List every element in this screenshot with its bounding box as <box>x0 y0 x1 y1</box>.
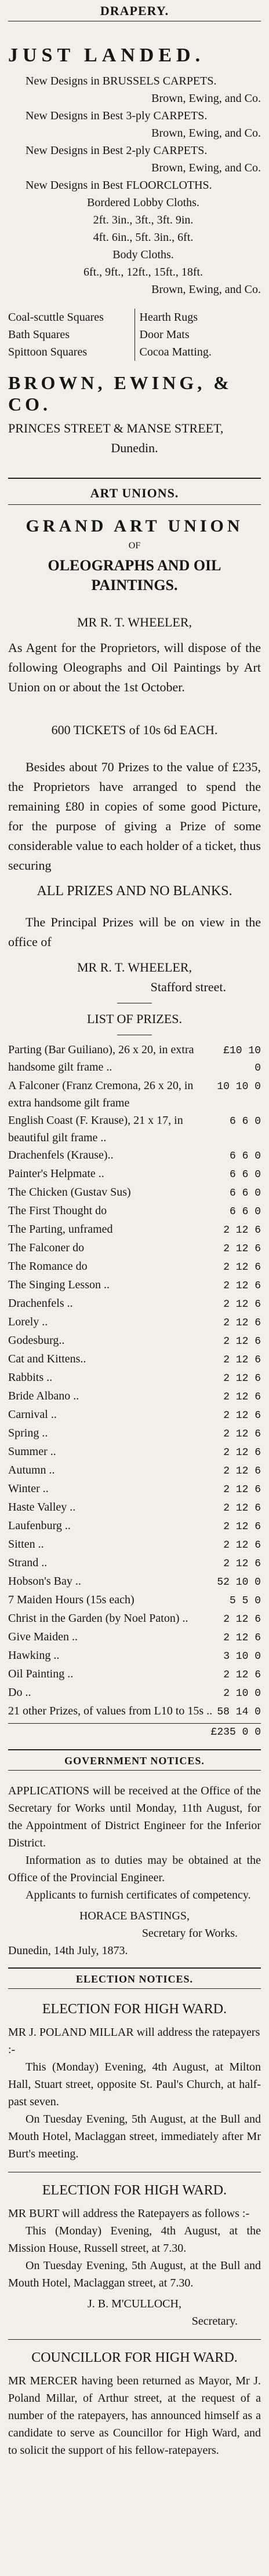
prize-row <box>8 1295 261 1313</box>
prize-item: Summer .. <box>8 1445 56 1458</box>
prize-amount: 2 12 6 <box>223 1336 261 1347</box>
drapery-header: DRAPERY. <box>100 3 169 18</box>
prize-item: Carnival .. <box>8 1408 57 1421</box>
election-para: MR J. POLAND MILLAR will address the ratepayers :- <box>8 2026 260 2056</box>
prize-row <box>8 1239 261 1258</box>
prize-row <box>8 1112 261 1146</box>
ad-col-item: Bath Squares <box>8 328 70 341</box>
prize-row <box>8 1480 261 1498</box>
art-union-subtitle: OLEOGRAPHS AND OIL PAINTINGS. <box>48 557 221 593</box>
prize-row <box>8 1276 261 1295</box>
election-para: This (Monday) Evening, 4th August, at Milton Hall, Stuart street, opposite St. Paul's Church, at half-past seven. <box>8 2061 261 2108</box>
ad-line: Body Cloths. <box>112 248 174 261</box>
prize-item: Rabbits .. <box>8 1371 53 1384</box>
prize-item: English Coast (F. Krause), 21 x 17, in beautiful gilt frame .. <box>8 1114 183 1144</box>
ad-line: 4ft. 6in., 5ft. 3in., 6ft. <box>93 231 194 244</box>
prize-row <box>8 1554 261 1573</box>
prize-item: Drachenfels .. <box>8 1297 73 1310</box>
prize-row <box>8 1665 261 1684</box>
prize-amount: 10 10 0 <box>217 1081 261 1093</box>
body: Besides about 70 Prizes to the value of £235, the Proprietors have arranged to spend the remaining £80 in copies of some good Picture, for the purpose of giving a Prize of some considerable value to each holder of a ticket, thus securing <box>8 760 261 873</box>
prize-amount: 2 12 6 <box>223 1373 261 1384</box>
prize-item: Parting (Bar Guiliano), 26 x 20, in extra handsome gilt frame .. <box>8 1043 194 1073</box>
prize-item: Spring .. <box>8 1427 48 1439</box>
no-blanks: ALL PRIZES AND NO BLANKS. <box>37 884 232 899</box>
election-signer-title: Secretary. <box>191 2315 238 2328</box>
prizes-title: LIST OF PRIZES. <box>86 1012 182 1026</box>
prize-row <box>8 1406 261 1424</box>
prize-item: Lorely .. <box>8 1316 48 1328</box>
prize-row <box>8 1369 261 1387</box>
prize-item: The Chicken (Gustav Sus) <box>8 1186 131 1199</box>
prize-amount: £10 10 0 <box>223 1045 261 1074</box>
prize-item: Sitten .. <box>8 1538 44 1551</box>
prize-total: £235 0 0 <box>210 1727 261 1738</box>
ad-columns <box>8 309 261 361</box>
tickets: 600 TICKETS of 10s 6d EACH. <box>51 723 218 737</box>
drapery-ad <box>0 21 269 458</box>
prize-item: 7 Maiden Hours (15s each) <box>8 1593 134 1606</box>
prize-amount: 2 12 6 <box>223 1428 261 1440</box>
prize-amount: 6 6 0 <box>229 1150 261 1162</box>
ad-line: 6ft., 9ft., 12ft., 15ft., 18ft. <box>83 266 203 279</box>
prize-amount: 5 5 0 <box>229 1595 261 1607</box>
prize-amount: 2 12 6 <box>223 1614 261 1625</box>
art-union-of: OF <box>128 541 141 551</box>
prize-row <box>8 1202 261 1221</box>
prize-amount: 2 12 6 <box>223 1317 261 1329</box>
ad-line: Brown, Ewing, and Co. <box>151 283 261 296</box>
prize-item: Christ in the Garden (by Noel Paton) .. <box>8 1612 188 1625</box>
prize-amount: 3 10 0 <box>223 1651 261 1662</box>
ad-lines <box>8 72 261 298</box>
prize-row <box>8 1258 261 1276</box>
prize-item: A Falconer (Franz Cremona, 26 x 20, in extra handsome gilt frame <box>8 1079 194 1109</box>
prize-row <box>8 1647 261 1665</box>
prize-amount: 2 12 6 <box>223 1262 261 1273</box>
prize-amount: 2 12 6 <box>223 1632 261 1644</box>
prize-amount: 6 6 0 <box>229 1169 261 1181</box>
ad-line: Bordered Lobby Cloths. <box>87 196 199 209</box>
prize-item: 21 other Prizes, of values from L10 to 15s .. <box>8 1705 213 1717</box>
prize-item: Haste Valley .. <box>8 1501 76 1514</box>
prize-amount: 2 12 6 <box>223 1391 261 1403</box>
prize-amount: 6 6 0 <box>229 1116 261 1127</box>
prize-item: Painter's Helpmate .. <box>8 1167 104 1180</box>
prize-item: Strand .. <box>8 1556 48 1569</box>
prize-amount: 2 12 6 <box>223 1521 261 1533</box>
ad-address: PRINCES STREET & MANSE STREET, <box>8 421 224 435</box>
prize-row <box>8 1332 261 1350</box>
election-notice-1 <box>0 1989 269 2163</box>
ad-col-item: Spittoon Squares <box>8 346 88 358</box>
ad-line: Brown, Ewing, and Co. <box>151 162 261 174</box>
prize-row <box>8 1684 261 1702</box>
ad-line: New Designs in Best 2-ply CARPETS. <box>26 144 208 157</box>
view-street: Stafford street. <box>150 980 226 994</box>
prize-row <box>8 1424 261 1443</box>
prize-row <box>8 1702 261 1721</box>
prize-item: Cat and Kittens.. <box>8 1353 86 1365</box>
ad-line: New Designs in BRUSSELS CARPETS. <box>26 75 217 87</box>
prize-item: The Romance do <box>8 1260 88 1273</box>
ad-line: New Designs in Best 3-ply CARPETS. <box>26 109 208 122</box>
gov-apply: Applicants to furnish certificates of competency. <box>26 1889 251 1901</box>
prize-item: The Parting, unframed <box>8 1223 113 1236</box>
prize-row <box>8 1443 261 1461</box>
ad-city: Dunedin. <box>111 441 158 455</box>
prize-item: Oil Painting .. <box>8 1668 74 1680</box>
election-para: On Tuesday Evening, 5th August, at the Bull and Mouth Hotel, Maclaggan street, at 7.30. <box>8 2259 261 2289</box>
prize-amount: 2 12 6 <box>223 1540 261 1551</box>
gov-body: APPLICATIONS will be received at the Office of the Secretary for Works until Monday, 11th August, for the Appointment of District Engineer for the Inferior District. <box>8 1784 261 1849</box>
prize-row <box>8 1041 261 1077</box>
election-para: MR BURT will address the Ratepayers as follows :- <box>8 2207 250 2220</box>
prize-row <box>8 1077 261 1112</box>
prize-item: Laufenburg .. <box>8 1519 71 1532</box>
view-name: MR R. T. WHEELER, <box>77 960 192 974</box>
art-union-notice <box>0 505 269 1741</box>
ad-headline: JUST LANDED. <box>8 45 205 66</box>
prize-amount: 2 12 6 <box>223 1410 261 1421</box>
prize-amount: 2 12 6 <box>223 1558 261 1570</box>
ad-col-item: Cocoa Matting. <box>139 346 212 358</box>
prize-item: The First Thought do <box>8 1204 107 1217</box>
prize-amount: 58 14 0 <box>217 1706 261 1718</box>
column-divider <box>134 309 135 361</box>
prize-item: Do .. <box>8 1686 31 1699</box>
prize-row <box>8 1628 261 1647</box>
election-notices-title: ELECTION NOTICES. <box>75 1973 194 1985</box>
gov-notices-title: GOVERNMENT NOTICES. <box>64 1755 205 1767</box>
ad-firm: BROWN, EWING, & CO. <box>8 372 232 415</box>
prize-row <box>8 1221 261 1239</box>
prize-amount: 6 6 0 <box>229 1188 261 1199</box>
prize-row <box>8 1313 261 1332</box>
prize-amount: 2 12 6 <box>223 1503 261 1514</box>
prize-row <box>8 1573 261 1591</box>
prize-row <box>8 1610 261 1628</box>
election-para: MR MERCER having been returned as Mayor, Mr J. Poland Millar, of Arthur street, at the request of a number of the ratepayers, has announced himself as a candidate to serve as Councillor for High Ward, and to solicit the support of his fellow-ratepayers. <box>8 2375 261 2457</box>
gov-signer: HORACE BASTINGS, <box>79 1910 190 1922</box>
prize-list <box>8 1041 261 1721</box>
prize-row <box>8 1183 261 1202</box>
ad-col-right <box>140 309 261 361</box>
ad-col-item: Door Mats <box>139 328 190 341</box>
gov-notice <box>0 1771 269 1959</box>
prize-item: The Singing Lesson .. <box>8 1278 110 1291</box>
prize-row <box>8 1517 261 1536</box>
prize-item: Give Maiden .. <box>8 1630 78 1643</box>
prize-item: Hawking .. <box>8 1649 60 1662</box>
gov-signer-title: Secretary for Works. <box>141 1927 238 1940</box>
election-signer: J. B. M'CULLOCH, <box>88 2297 181 2310</box>
prize-row <box>8 1165 261 1183</box>
election-title: ELECTION FOR HIGH WARD. <box>42 2183 227 2198</box>
prize-item: Drachenfels (Krause).. <box>8 1149 114 1161</box>
ad-col-item: Hearth Rugs <box>139 311 198 324</box>
intro: As Agent for the Proprietors, will dispose of the following Oleographs and Oil Paintings by Art Union on or about the 1st October. <box>8 640 261 694</box>
prize-amount: 6 6 0 <box>229 1206 261 1218</box>
prize-row <box>8 1387 261 1406</box>
view-notice: The Principal Prizes will be on view in the office of <box>8 915 261 949</box>
prize-amount: 2 12 6 <box>223 1299 261 1310</box>
election-title: COUNCILLOR FOR HIGH WARD. <box>31 2350 238 2365</box>
gov-date: Dunedin, 14th July, 1873. <box>8 1944 128 1957</box>
gov-info: Information as to duties may be obtained at the Office of the Provincial Engineer. <box>8 1854 261 1884</box>
prize-row <box>8 1591 261 1610</box>
election-para: On Tuesday Evening, 5th August, at the Bull and Mouth Hotel, Maclaggan street, immediately after Mr Burt's meeting. <box>8 2113 261 2160</box>
prize-amount: 2 12 6 <box>223 1243 261 1255</box>
prize-amount: 2 12 6 <box>223 1354 261 1366</box>
prize-row <box>8 1461 261 1480</box>
prize-item: Bride Albano .. <box>8 1390 79 1402</box>
ad-line: Brown, Ewing, and Co. <box>151 127 261 140</box>
prize-amount: 2 12 6 <box>223 1280 261 1292</box>
byline: MR R. T. WHEELER, <box>77 615 192 629</box>
prize-amount: 2 12 6 <box>223 1465 261 1477</box>
election-notice-3 <box>0 2340 269 2459</box>
election-title: ELECTION FOR HIGH WARD. <box>42 2002 227 2017</box>
prize-amount: 2 12 6 <box>223 1225 261 1236</box>
ad-col-left <box>8 309 130 361</box>
prize-amount: 52 10 0 <box>217 1577 261 1588</box>
prize-item: Winter .. <box>8 1482 49 1495</box>
ad-col-item: Coal-scuttle Squares <box>8 311 104 324</box>
prize-item: Hobson's Bay .. <box>8 1575 81 1588</box>
prize-amount: 2 12 6 <box>223 1447 261 1459</box>
art-union-title: GRAND ART UNION <box>26 516 243 536</box>
prize-item: The Falconer do <box>8 1241 85 1254</box>
prize-row <box>8 1350 261 1369</box>
art-unions-title: ART UNIONS. <box>90 486 179 500</box>
prize-total-row <box>8 1723 261 1741</box>
prize-item: Autumn .. <box>8 1464 55 1476</box>
prize-row <box>8 1146 261 1165</box>
prize-row <box>8 1536 261 1554</box>
prize-item: Godesburg.. <box>8 1334 65 1347</box>
prize-row <box>8 1498 261 1517</box>
ad-line: Brown, Ewing, and Co. <box>151 92 261 105</box>
ad-line: 2ft. 3in., 3ft., 3ft. 9in. <box>93 214 194 226</box>
election-notice-2 <box>0 2172 269 2330</box>
prize-amount: 2 12 6 <box>223 1484 261 1496</box>
prize-amount: 2 12 6 <box>223 1669 261 1681</box>
election-para: This (Monday) Evening, 4th August, at the Mission House, Russell street, at 7.30. <box>8 2225 261 2255</box>
ad-line: New Designs in Best FLOORCLOTHS. <box>26 179 212 192</box>
prize-amount: 2 10 0 <box>223 1688 261 1699</box>
